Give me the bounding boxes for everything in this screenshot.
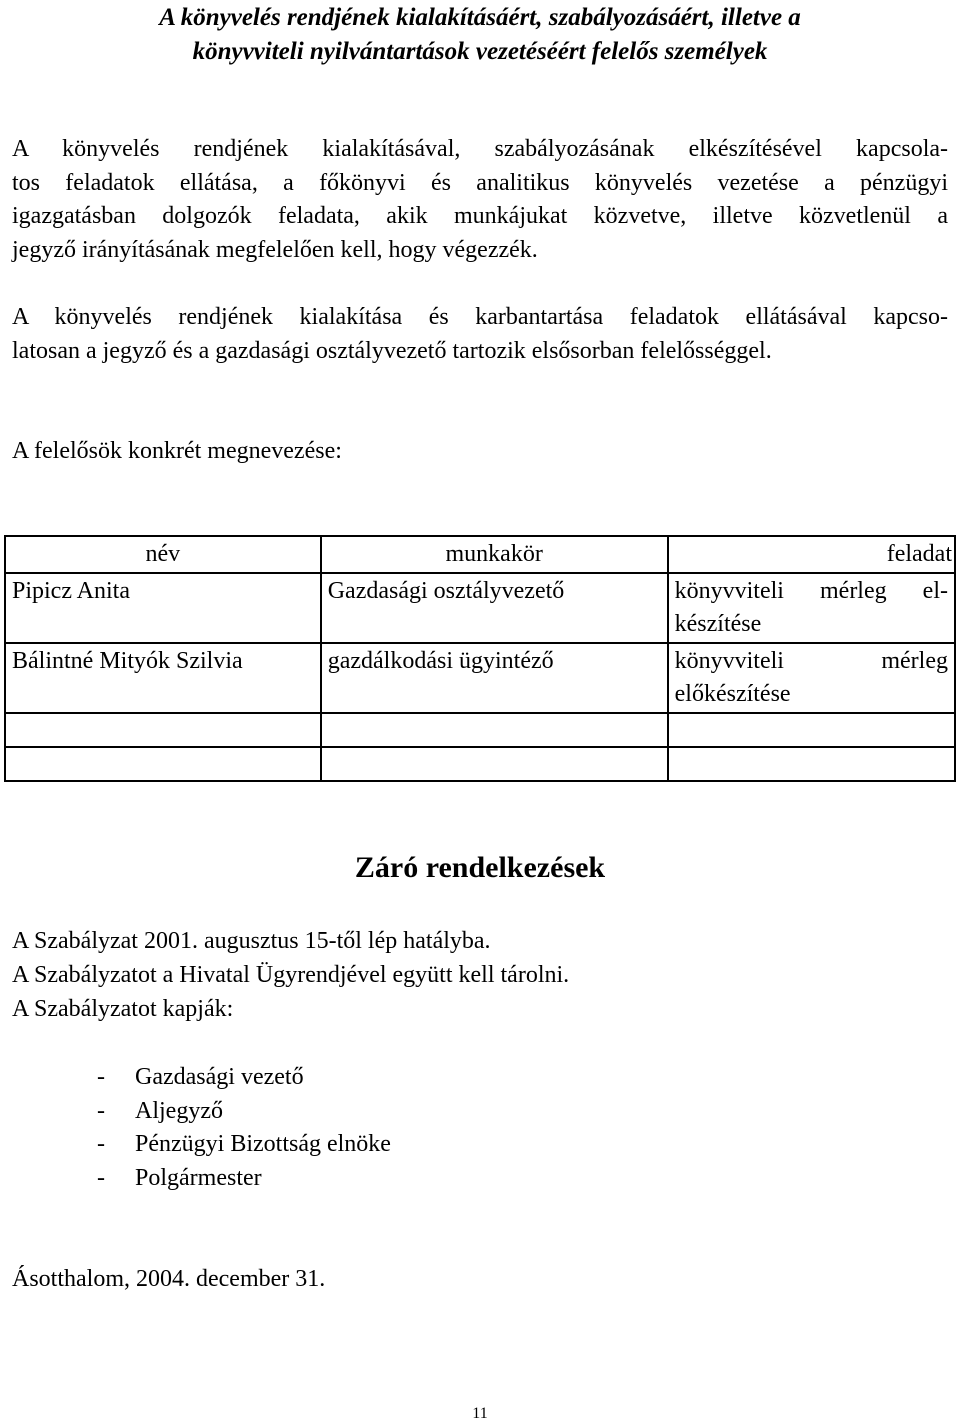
- paragraph-line: latosan a jegyző és a gazdasági osztályvezető tartozik elsősorban felelősséggel.: [12, 337, 772, 364]
- recipient-label: Pénzügyi Bizottság elnöke: [135, 1131, 391, 1157]
- closing-provisions-title: Záró rendelkezések: [354, 851, 606, 884]
- list-dash: -: [97, 1131, 105, 1157]
- place-and-date: Ásotthalom, 2004. december 31.: [12, 1266, 326, 1292]
- cell-name: Bálintné Mityók Szilvia: [5, 643, 321, 713]
- column-header-task: feladat: [668, 536, 955, 573]
- closing-recipients-intro: A Szabályzatot kapják:: [12, 996, 234, 1022]
- list-item: [97, 1061, 391, 1095]
- cell-task-line: könyvviteli mérleg el-: [674, 578, 948, 604]
- responsibles-table: [4, 535, 956, 782]
- table-row: [5, 643, 955, 713]
- list-dash: -: [97, 1097, 105, 1124]
- table-row-empty: [5, 713, 955, 747]
- cell-role: Gazdasági osztályvezető: [321, 573, 668, 643]
- paragraph-line: jegyző irányításának megfelelően kell, hogy végezzék.: [12, 236, 538, 263]
- paragraph-line: tos feladatok ellátása, a főkönyvi és analitikus könyvelés vezetése a pénzügyi: [12, 169, 948, 196]
- list-item: [97, 1095, 391, 1129]
- cell-empty: [321, 713, 668, 747]
- recipient-label: Polgármester: [135, 1164, 262, 1191]
- paragraph-line: A könyvelés rendjének kialakításával, szabályozásának elkészítésével kapcsola-: [12, 136, 948, 162]
- cell-task-line: előkészítése: [674, 681, 791, 707]
- list-item: [97, 1128, 391, 1162]
- cell-empty: [5, 747, 321, 781]
- recipient-label: Aljegyző: [135, 1097, 223, 1124]
- cell-name: Pipicz Anita: [5, 573, 321, 643]
- column-header-name: név: [5, 536, 321, 573]
- closing-effective-date: A Szabályzat 2001. augusztus 15-től lép hatályba.: [12, 928, 491, 954]
- recipient-label: Gazdasági vezető: [135, 1064, 304, 1090]
- table-row-empty: [5, 747, 955, 781]
- table-header-row: [5, 536, 955, 573]
- page-number: 11: [472, 1405, 488, 1422]
- list-item: [97, 1162, 391, 1196]
- cell-task: [668, 643, 955, 713]
- cell-empty: [5, 713, 321, 747]
- cell-task-line: készítése: [674, 611, 762, 637]
- cell-task-line: könyvviteli mérleg: [674, 648, 948, 674]
- cell-empty: [668, 713, 955, 747]
- closing-storage-note: A Szabályzatot a Hivatal Ügyrendjével együtt kell tárolni.: [12, 962, 570, 988]
- list-dash: -: [97, 1064, 105, 1090]
- section-heading: [0, 0, 960, 69]
- column-header-role: munkakör: [321, 536, 668, 573]
- list-dash: -: [97, 1164, 105, 1191]
- recipients-list: [97, 1061, 391, 1195]
- cell-empty: [321, 747, 668, 781]
- section-heading-line-2: könyvviteli nyilvántartások vezetéséért felelős személyek: [192, 38, 768, 65]
- table-row: [5, 573, 955, 643]
- paragraph-line: A könyvelés rendjének kialakítása és karbantartása feladatok ellátásával kapcso-: [12, 304, 948, 330]
- paragraph-accounting-duties: [12, 133, 948, 267]
- cell-task: [668, 573, 955, 643]
- paragraph-responsibility: [12, 301, 948, 368]
- cell-empty: [668, 747, 955, 781]
- cell-role: gazdálkodási ügyintéző: [321, 643, 668, 713]
- responsibles-intro: A felelősök konkrét megnevezése:: [12, 438, 342, 464]
- section-heading-line-1: A könyvelés rendjének kialakításáért, szabályozásáért, illetve a: [159, 4, 801, 31]
- paragraph-line: igazgatásban dolgozók feladata, akik munkájukat közvetve, illetve közvetlenül a: [12, 203, 948, 229]
